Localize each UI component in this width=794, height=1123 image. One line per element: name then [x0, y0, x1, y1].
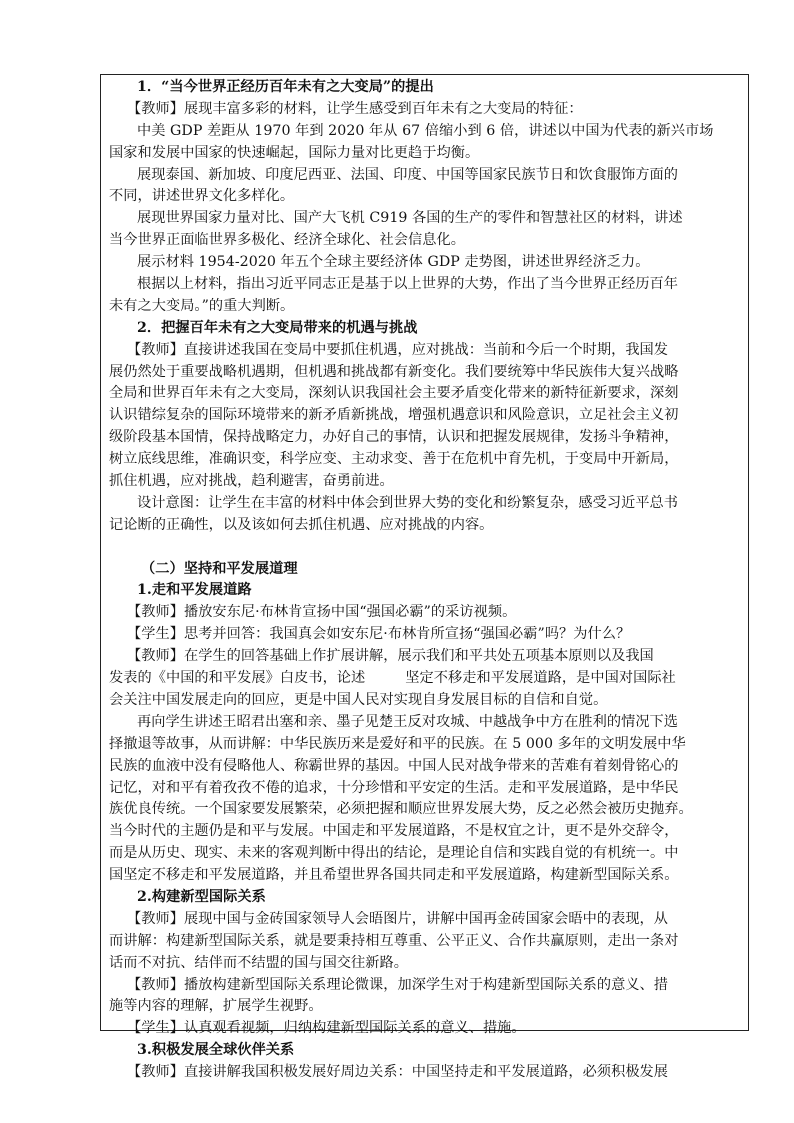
text-line	[109, 953, 742, 975]
line-text: 展现世界国家力量对比、国产大飞机 C919 各国的生产的零件和智慧社区的材料，讲述	[137, 210, 683, 227]
text-line	[109, 734, 742, 756]
line-text: 【教师】播放安东尼·布林肯宣扬中国“强国必霸”的采访视频。	[127, 604, 517, 621]
line-text: 展仍然处于重要战略机遇期，但机遇和挑战都有新变化。我们要统筹中华民族伟大复兴战略	[109, 363, 679, 380]
line-text: 施等内容的理解，扩展学生视野。	[109, 998, 323, 1015]
line-text: 择撤退等故事，从而讲解：中华民族历来是爱好和平的民族。在 5 000 多年的文明发展中华	[109, 735, 686, 752]
text-line	[109, 143, 742, 165]
line-text: 【教师】播放构建新型国际关系理论微课，加深学生对于构建新型国际关系的意义、措	[127, 976, 669, 993]
line-text: 抓住机遇，应对挑战，趋利避害，奋勇前进。	[109, 473, 394, 490]
line-text: 【教师】展现丰富多彩的材料，让学生感受到百年未有之大变局的特征：	[127, 100, 583, 117]
text-line	[109, 296, 742, 318]
text-line	[109, 996, 742, 1018]
text-line	[109, 186, 742, 208]
line-text: 民族的血液中没有侵略他人、称霸世界的基因。中国人民对战争带来的苦难有着刻骨铭心的	[109, 757, 679, 774]
text-line	[109, 208, 742, 230]
line-text: 树立底线思维，准确识变，科学应变、主动求变、善于在危机中育先机，于变局中开新局，	[109, 451, 679, 468]
section-heading	[109, 559, 742, 581]
section-heading	[109, 77, 742, 99]
line-text: 当今时代的主题仍是和平与发展。中国走和平发展道路，不是权宜之计，更不是外交辞令，	[109, 823, 679, 840]
section-heading	[109, 1040, 742, 1062]
text-line	[109, 99, 742, 121]
line-text: 国坚定不移走和平发展道路，并且希望世界各国共同走和平发展道路，构建新型国际关系。	[109, 867, 679, 884]
line-text: 话而不对抗、结伴而不结盟的国与国交往新路。	[109, 954, 408, 971]
line-text: 发表的《中国的和平发展》白皮书，论述	[109, 670, 366, 687]
text-line	[109, 602, 742, 624]
line-text: 展示材料 1954-2020 年五个全球主要经济体 GDP 走势图，讲述世界经济乏力。	[137, 254, 650, 271]
text-line	[109, 362, 742, 384]
text-line	[109, 427, 742, 449]
text-line	[109, 274, 742, 296]
line-text: 【教师】在学生的回答基础上作扩展讲解，展示我们和平共处五项基本原则以及我国	[127, 648, 654, 665]
line-text: 中美 GDP 差距从 1970 年到 2020 年从 67 倍缩小到 6 倍，讲述以中国为代表的新兴市场	[137, 122, 714, 139]
text-line	[109, 383, 742, 405]
text-line	[109, 646, 742, 668]
text-line	[109, 515, 742, 537]
blank-line	[109, 537, 742, 559]
line-text: 【教师】直接讲述我国在变局中要抓住机遇，应对挑战：当前和今后一个时期，我国发	[127, 341, 669, 358]
text-line	[109, 843, 742, 865]
text-line	[109, 449, 742, 471]
text-line	[109, 931, 742, 953]
line-text: 而讲解：构建新型国际关系，就是要秉持相互尊重、公平正义、合作共赢原则，走出一条对	[109, 932, 679, 949]
text-line	[109, 624, 742, 646]
text-line	[109, 712, 742, 734]
text-line	[109, 690, 742, 712]
line-text: 展现泰国、新加坡、印度尼西亚、法国、印度、中国等国家民族节日和饮食服饰方面的	[137, 166, 679, 183]
section-heading	[109, 580, 742, 602]
line-text: 未有之大变局。”的重大判断。	[109, 297, 295, 314]
text-line	[109, 121, 742, 143]
line-text: 1.走和平发展道路	[137, 582, 252, 599]
text-line	[109, 1062, 742, 1084]
line-text: （二）坚持和平发展道理	[141, 560, 298, 577]
line-text: 【学生】认真观看视频，归纳构建新型国际关系的意义、措施。	[127, 1020, 526, 1037]
text-line	[109, 230, 742, 252]
line-text: 记论断的正确性，以及该如何去抓住机遇、应对挑战的内容。	[109, 516, 494, 533]
line-text: 会关注中国发展走向的回应，更是中国人民对实现自身发展目标的自信和自觉。	[109, 691, 608, 708]
text-line	[109, 165, 742, 187]
line-text: 族优良传统。一个国家要发展繁荣，必须把握和顺应世界发展大势，反之必然会被历史抛弃。	[109, 801, 693, 818]
line-text: 2．把握百年未有之大变局带来的机遇与挑战	[137, 319, 418, 336]
text-line	[109, 668, 742, 690]
text-line	[109, 975, 742, 997]
line-text: 1．“当今世界正经历百年未有之大变局”的提出	[137, 79, 434, 95]
section-heading	[109, 887, 742, 909]
section-heading	[109, 318, 742, 340]
line-text: 【教师】直接讲解我国积极发展好周边关系：中国坚持走和平发展道路，必须积极发展	[127, 1064, 669, 1081]
line-text-continued: 坚定不移走和平发展道路，是中国对国际社	[405, 670, 676, 687]
text-line	[109, 865, 742, 887]
line-text: 记忆，对和平有着孜孜不倦的追求，十分珍惜和平安定的生活。走和平发展道路，是中华民	[109, 779, 679, 796]
text-line	[109, 799, 742, 821]
line-text: 设计意图：让学生在丰富的材料中体会到世界大势的变化和纷繁复杂，感受习近平总书	[137, 494, 679, 511]
text-line	[109, 821, 742, 843]
lesson-text	[109, 77, 742, 1084]
text-line	[109, 909, 742, 931]
content-table-cell	[100, 74, 749, 1081]
text-line	[109, 252, 742, 274]
text-line	[109, 1018, 742, 1040]
line-text: 2.构建新型国际关系	[137, 888, 266, 905]
line-text: 根据以上材料，指出习近平同志正是基于以上世界的大势，作出了当今世界正经历百年	[137, 276, 679, 293]
line-text: 【学生】思考并回答：我国真会如安东尼·布林肯所宣扬“强国必霸”吗？为什么？	[127, 626, 631, 643]
text-line	[109, 340, 742, 362]
line-text: 【教师】展现中国与金砖国家领导人会晤图片，讲解中国再金砖国家会晤中的表现，从	[127, 910, 669, 927]
text-line	[109, 471, 742, 493]
line-text: 当今世界正面临世界多极化、经济全球化、社会信息化。	[109, 232, 465, 249]
text-line	[109, 493, 742, 515]
line-text: 再向学生讲述王昭君出塞和亲、墨子见楚王反对攻城、中越战争中方在胜利的情况下选	[137, 713, 679, 730]
text-line	[109, 778, 742, 800]
line-text: 而是从历史、现实、未来的客观判断中得出的结论，是理论自信和实践自觉的有机统一。中	[109, 845, 679, 862]
line-text: 国家和发展中国家的快速崛起，国际力量对比更趋于均衡。	[109, 144, 480, 161]
line-text: 不同，讲述世界文化多样化。	[109, 188, 295, 205]
line-text: 级阶段基本国情，保持战略定力，办好自己的事情，认识和把握发展规律，发扬斗争精神，	[109, 429, 679, 446]
line-text: 全局和世界百年未有之大变局，深刻认识我国社会主要矛盾变化带来的新特征新要求，深刻	[109, 385, 679, 402]
text-line	[109, 405, 742, 427]
line-text: 认识错综复杂的国际环境带来的新矛盾新挑战，增强机遇意识和风险意识，立足社会主义初	[109, 407, 679, 424]
text-line	[109, 756, 742, 778]
line-text: 3.积极发展全球伙伴关系	[137, 1042, 295, 1059]
